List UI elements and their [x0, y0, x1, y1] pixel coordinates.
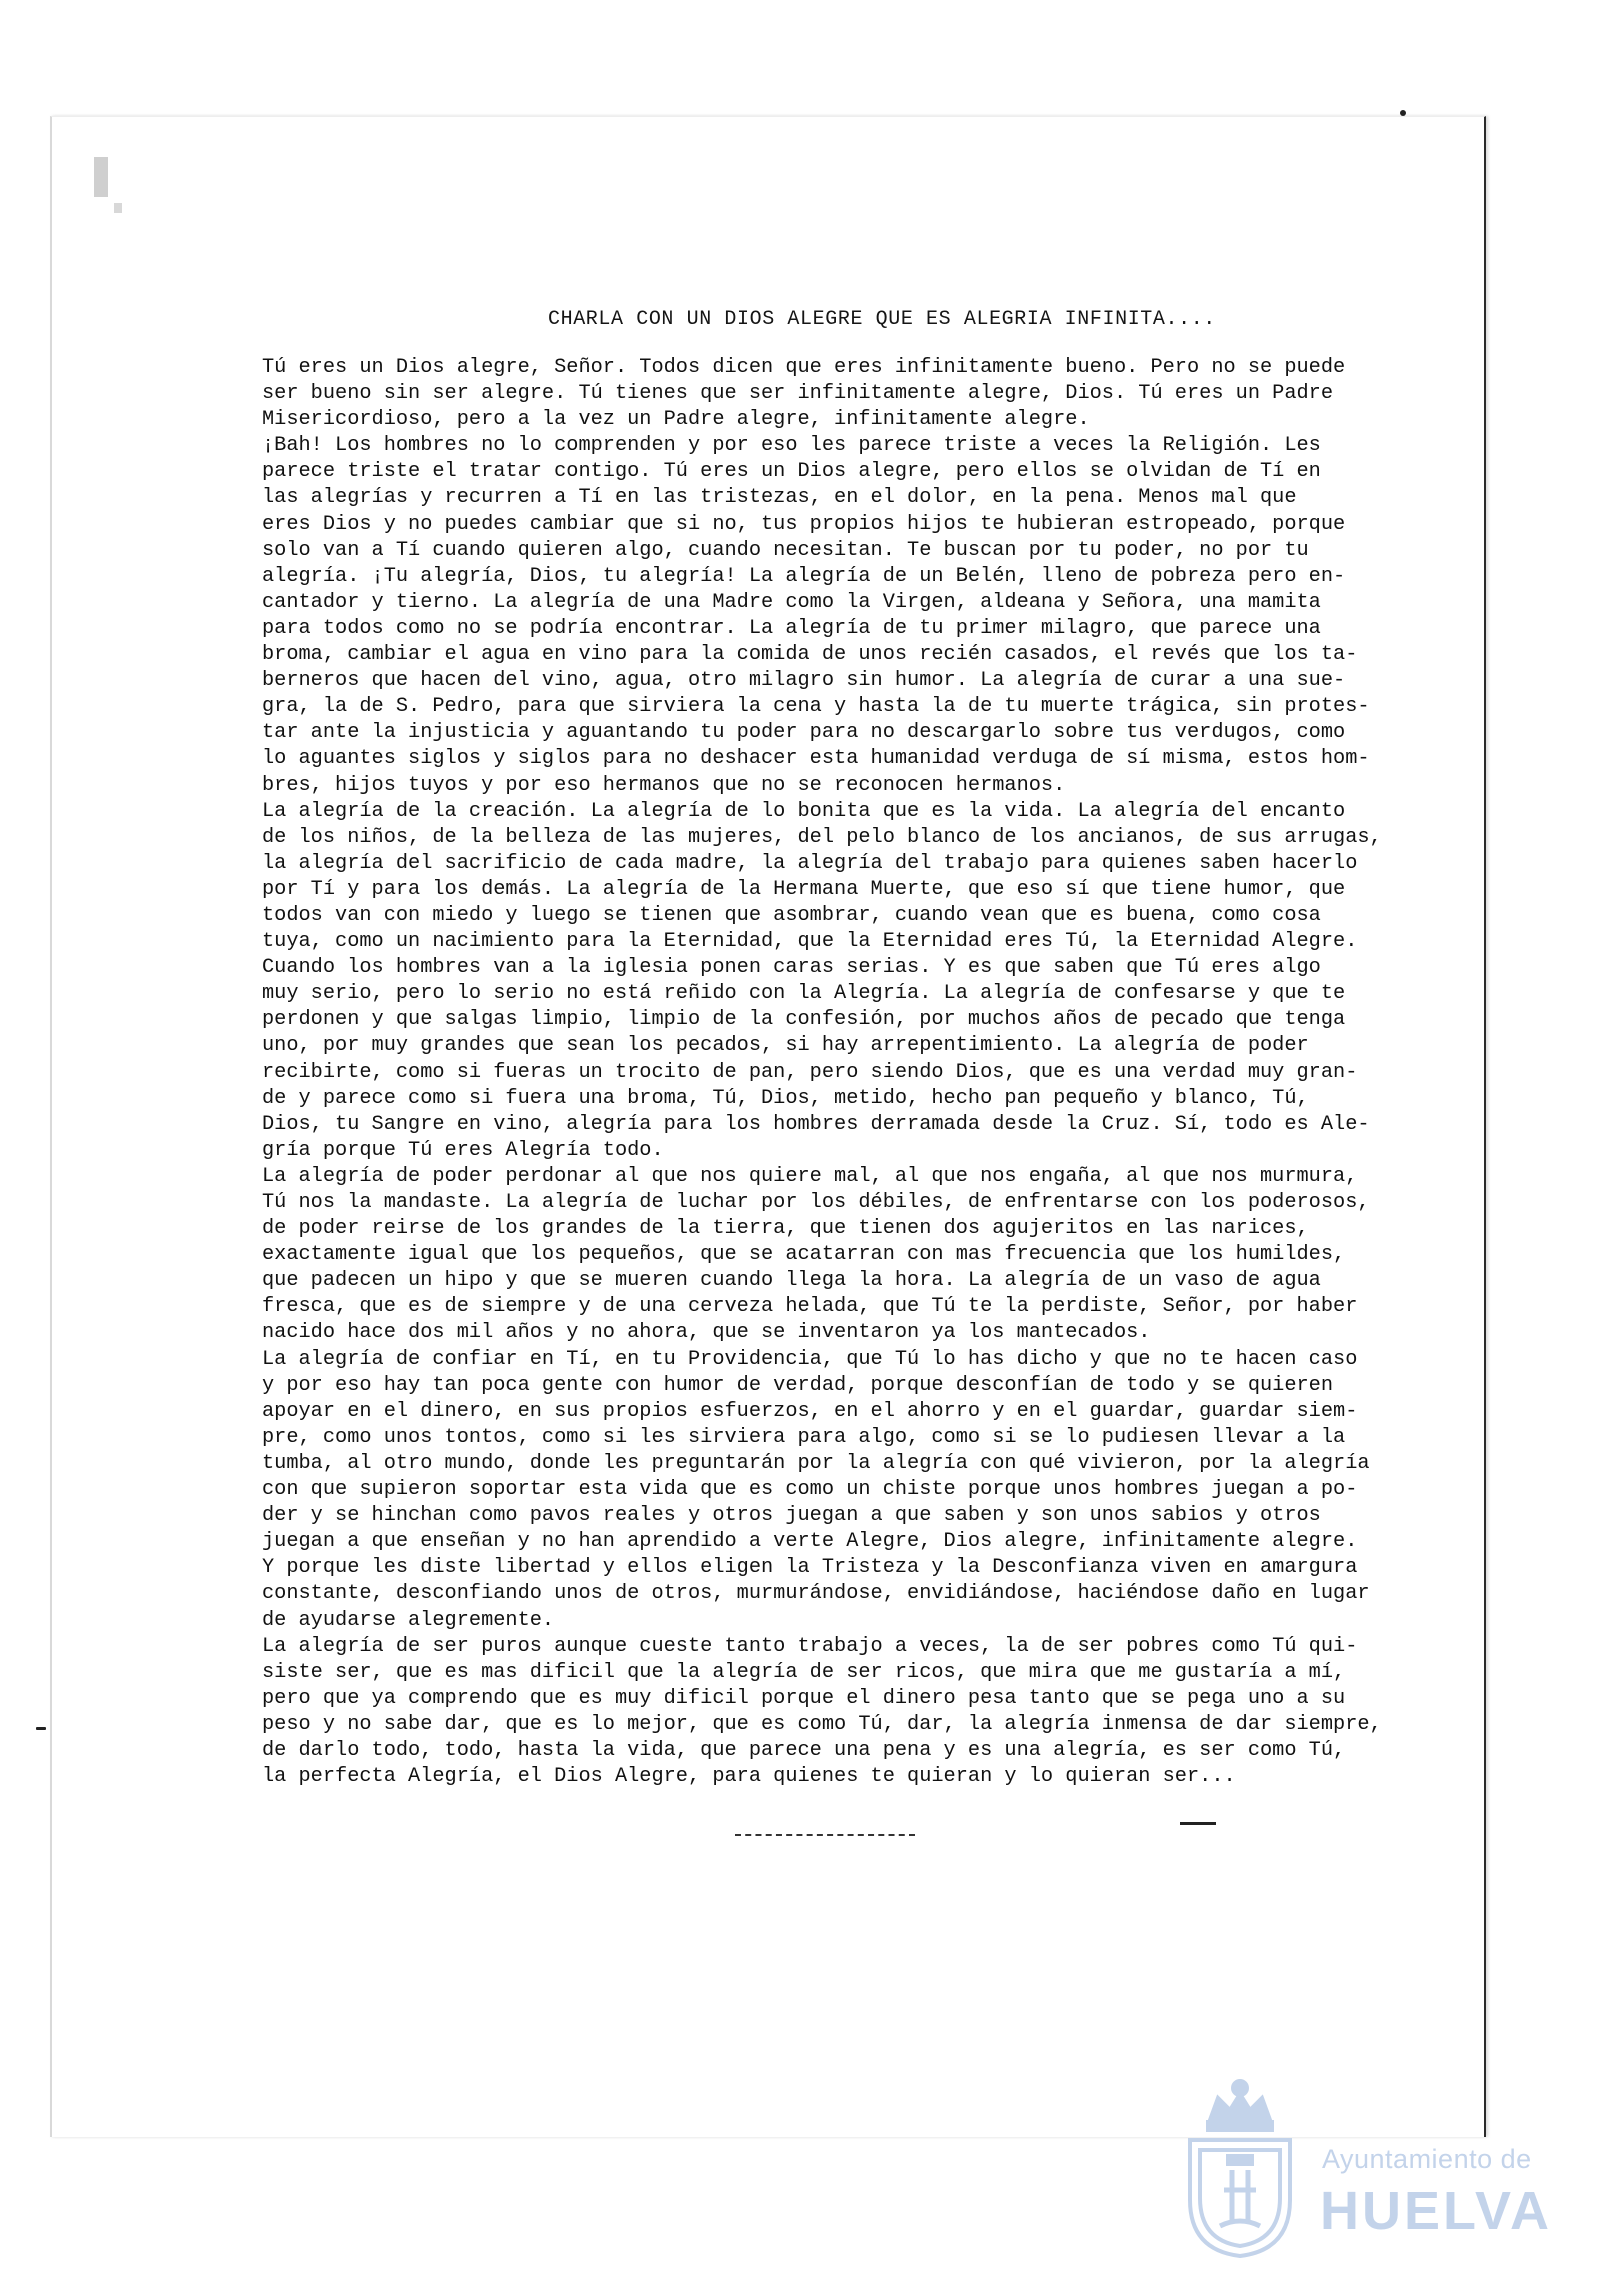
closing-rule: [735, 1834, 915, 1836]
text-line: de los niños, de la belleza de las mujeres, del pelo blanco de los ancianos, de sus arrugas,: [262, 825, 1382, 849]
text-line: de poder reirse de los grandes de la tierra, que tienen dos agujeritos en las narices,: [262, 1217, 1309, 1241]
text-line: exactamente igual que los pequeños, que se acatarran con mas frecuencia que los humildes,: [262, 1243, 1346, 1267]
text-line: parece triste el tratar contigo. Tú eres un Dios alegre, pero ellos se olvidan de Tí en: [262, 460, 1321, 484]
text-line: nacido hace dos mil años y no ahora, que se inventaron ya los mantecados.: [262, 1321, 1151, 1345]
watermark-caption: Ayuntamiento de: [1322, 2144, 1532, 2174]
text-line: Tú eres un Dios alegre, Señor. Todos dicen que eres infinitamente bueno. Pero no se puede: [262, 356, 1346, 379]
text-line: la perfecta Alegría, el Dios Alegre, para quienes te quieran y lo quieran ser...: [262, 1765, 1236, 1789]
text-line: La alegría de poder perdonar al que nos quiere mal, al que nos engaña, al que nos murmura,: [262, 1164, 1358, 1188]
text-line: ser bueno sin ser alegre. Tú tienes que ser infinitamente alegre, Dios. Tú eres un Padre: [262, 382, 1334, 406]
text-line: der y se hinchan como pavos reales y otros juegan a que saben y son unos sabios y otros: [262, 1504, 1321, 1528]
text-line: cantador y tierno. La alegría de una Madre como la Virgen, aldeana y Señora, una mamita: [262, 590, 1321, 614]
text-line: tumba, al otro mundo, donde les preguntarán por la alegría con qué vivieron, por la alegría: [262, 1451, 1370, 1475]
text-line: con que supieron soportar esta vida que es como un chiste porque unos hombres juegan a po-: [262, 1478, 1358, 1502]
text-line: gra, la de S. Pedro, para que sirviera la cena y hasta la de tu muerte trágica, sin protes-: [262, 695, 1370, 719]
text-line: de ayudarse alegremente.: [262, 1608, 555, 1632]
ink-dash: [36, 1727, 46, 1730]
text-line: siste ser, que es mas dificil que la alegría de ser ricos, que mira que me gustaría a mí,: [262, 1660, 1346, 1684]
text-line: todos van con miedo y luego se tienen que asombrar, cuando vean que es buena, como cosa: [262, 903, 1321, 927]
text-line: Dios, tu Sangre en vino, alegría para los hombres derramada desde la Cruz. Sí, todo es Ale-: [262, 1112, 1370, 1136]
text-line: bres, hijos tuyos y por eso hermanos que no se reconocen hermanos.: [262, 773, 1066, 797]
text-line: apoyar en el dinero, en sus propios esfuerzos, en el ahorro y en el guardar, guardar siem-: [262, 1399, 1358, 1423]
document-body: [262, 355, 1462, 1790]
text-line: gría porque Tú eres Alegría todo.: [262, 1138, 664, 1162]
text-line: La alegría de ser puros aunque cueste tanto trabajo a veces, la de ser pobres como Tú qui-: [262, 1634, 1358, 1658]
text-line: que padecen un hipo y que se mueren cuando llega la hora. La alegría de un vaso de agua: [262, 1269, 1321, 1293]
text-line: perdonen y que salgas limpio, limpio de la confesión, por muchos años de pecado que tenga: [262, 1008, 1346, 1032]
text-line: tar ante la injusticia y aguantando tu poder para no descargarlo sobre tus verdugos, como: [262, 721, 1346, 745]
text-line: broma, cambiar el agua en vino para la comida de unos recién casados, el revés que los ta-: [262, 643, 1358, 667]
text-line: uno, por muy grandes que sean los pecados, si hay arrepentimiento. La alegría de poder: [262, 1034, 1309, 1058]
text-line: Y porque les diste libertad y ellos eligen la Tristeza y la Desconfianza viven en amargura: [262, 1556, 1358, 1580]
text-line: pero que ya comprendo que es muy dificil porque el dinero pesa tanto que se pega uno a su: [262, 1686, 1346, 1710]
watermark-logo: [1180, 2070, 1560, 2260]
text-line: berneros que hacen del vino, agua, otro milagro sin humor. La alegría de curar a una sue-: [262, 669, 1346, 693]
text-line: peso y no sabe dar, que es lo mejor, que es como Tú, dar, la alegría inmensa de dar siempre,: [262, 1712, 1382, 1736]
text-line: recibirte, como si fueras un trocito de pan, pero siendo Dios, que es una verdad muy gran-: [262, 1060, 1358, 1084]
text-line: para todos como no se podría encontrar. La alegría de tu primer milagro, que parece una: [262, 616, 1321, 640]
document-title: CHARLA CON UN DIOS ALEGRE QUE ES ALEGRIA INFINITA....: [548, 308, 1216, 331]
closing-mark: [1180, 1822, 1216, 1825]
text-line: fresca, que es de siempre y de una cerveza helada, que Tú te la perdiste, Señor, por haber: [262, 1295, 1358, 1319]
text-line: pre, como unos tontos, como si les sirviera para algo, como si se lo pudiesen llevar a la: [262, 1425, 1346, 1449]
ink-dot: [1400, 110, 1406, 116]
text-line: Tú nos la mandaste. La alegría de luchar por los débiles, de enfrentarse con los poderosos,: [262, 1191, 1370, 1214]
text-line: Misericordioso, pero a la vez un Padre alegre, infinitamente alegre.: [262, 408, 1090, 432]
text-line: lo aguantes siglos y siglos para no deshacer esta humanidad verduga de sí misma, estos hom-: [262, 747, 1370, 771]
text-line: La alegría de confiar en Tí, en tu Providencia, que Tú lo has dicho y que no te hacen caso: [262, 1347, 1358, 1371]
text-line: alegría. ¡Tu alegría, Dios, tu alegría! La alegría de un Belén, lleno de pobreza pero en-: [262, 564, 1346, 588]
text-line: Cuando los hombres van a la iglesia ponen caras serias. Y es que saben que Tú eres algo: [262, 956, 1321, 980]
text-line: la alegría del sacrificio de cada madre, la alegría del trabajo para quienes saben hacerlo: [262, 851, 1358, 875]
scan-artifact: [114, 203, 122, 213]
text-line: juegan a que enseñan y no han aprendido a verte Alegre, Dios alegre, infinitamente alegre.: [262, 1530, 1358, 1554]
text-line: de y parece como si fuera una broma, Tú, Dios, metido, hecho pan pequeño y blanco, Tú,: [262, 1086, 1309, 1110]
text-line: las alegrías y recurren a Tí en las tristezas, en el dolor, en la pena. Menos mal que: [262, 486, 1297, 510]
coat-of-arms-icon: [1180, 2070, 1300, 2260]
text-line: eres Dios y no puedes cambiar que si no, tus propios hijos te hubieran estropeado, porque: [262, 512, 1346, 536]
text-line: y por eso hay tan poca gente con humor de verdad, porque desconfían de todo y se quieren: [262, 1373, 1334, 1397]
scan-artifact: [94, 157, 108, 197]
text-line: ¡Bah! Los hombres no lo comprenden y por eso les parece triste a veces la Religión. Les: [262, 434, 1321, 458]
watermark-city: HUELVA: [1320, 2181, 1552, 2241]
text-line: solo van a Tí cuando quieren algo, cuando necesitan. Te buscan por tu poder, no por tu: [262, 538, 1309, 562]
text-line: por Tí y para los demás. La alegría de la Hermana Muerte, que eso sí que tiene humor, que: [262, 877, 1346, 901]
text-line: de darlo todo, todo, hasta la vida, que parece una pena y es una alegría, es ser como Tú,: [262, 1738, 1346, 1762]
text-line: muy serio, pero lo serio no está reñido con la Alegría. La alegría de confesarse y que te: [262, 982, 1346, 1006]
text-line: constante, desconfiando unos de otros, murmurándose, envidiándose, haciéndose daño en lugar: [262, 1582, 1370, 1606]
text-line: tuya, como un nacimiento para la Eternidad, que la Eternidad eres Tú, la Eternidad Alegre.: [262, 930, 1358, 954]
text-line: La alegría de la creación. La alegría de lo bonita que es la vida. La alegría del encanto: [262, 799, 1346, 823]
